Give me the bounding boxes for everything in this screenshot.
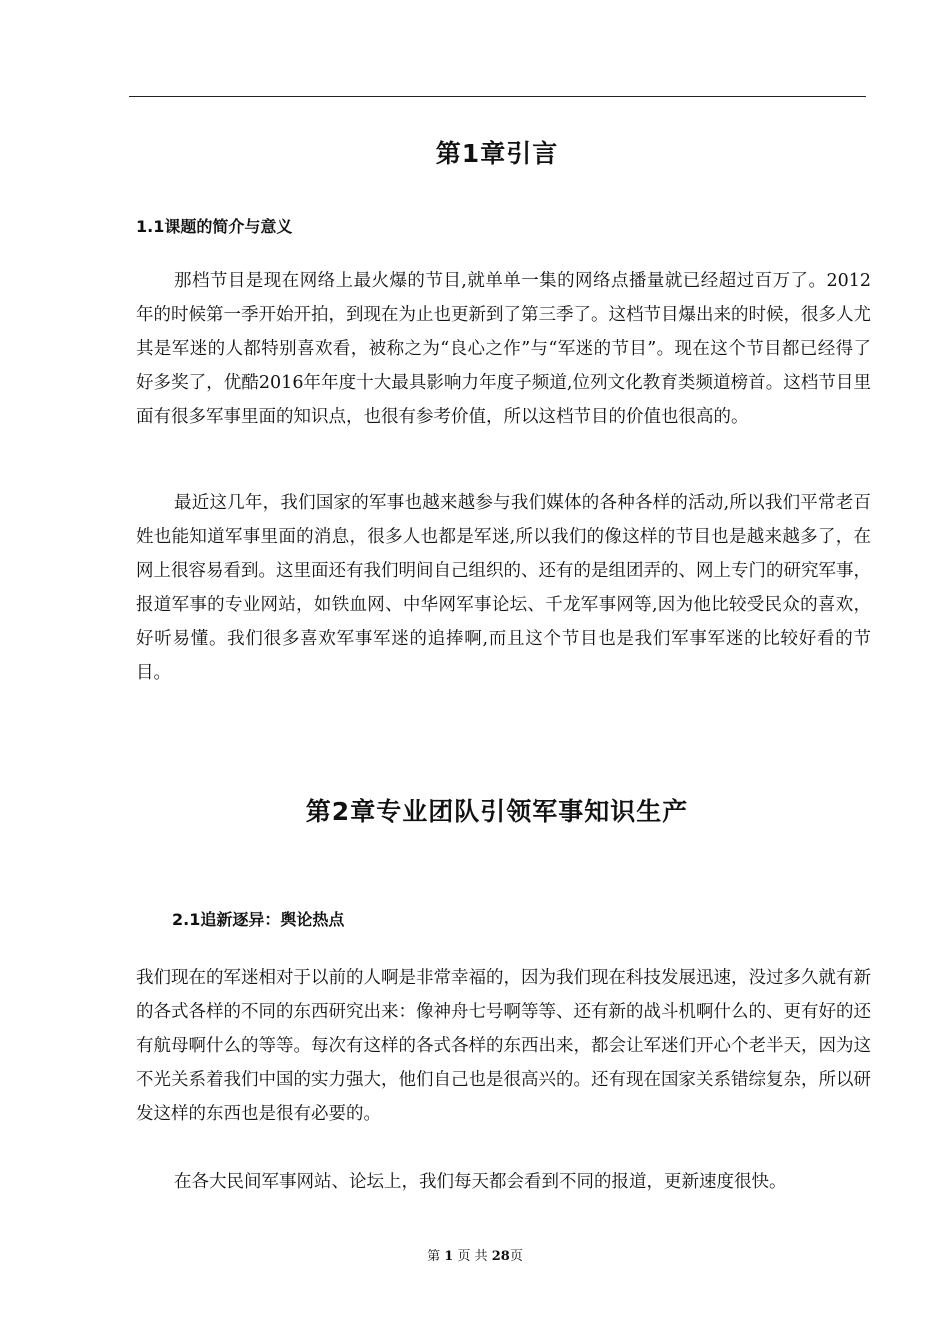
footer-page-number: 1 bbox=[444, 1249, 454, 1264]
chapter-2-paragraph-2: 在各大民间军事网站、论坛上，我们每天都会看到不同的报道，更新速度很快。 bbox=[174, 1172, 787, 1192]
section-2-1-title: 2.1追新逐异：舆论热点 bbox=[172, 910, 345, 929]
footer-total-pages: 28 bbox=[491, 1249, 510, 1264]
chapter-2-title: 第2章专业团队引领军事知识生产 bbox=[305, 797, 689, 826]
header-rule bbox=[129, 96, 866, 97]
footer-page-suffix: 页 bbox=[509, 1249, 523, 1264]
footer-page-label: 第 bbox=[427, 1249, 441, 1264]
section-1-1-title: 1.1课题的简介与意义 bbox=[136, 217, 293, 236]
footer-page-mid: 页 共 bbox=[457, 1249, 488, 1264]
page-footer bbox=[0, 1245, 950, 1264]
chapter-1-title: 第1章引言 bbox=[435, 139, 559, 168]
chapter-2-paragraph-1: 我们现在的军迷相对于以前的人啊是非常幸福的，因为我们现在科技发展迅速，没过多久就有新的各式各样的不同的东西研究出来：像神舟七号啊等等、还有新的战斗机啊什么的、更有好的还有航母啊什么的等等。每次有这样的各式各样的东西出来，都会让军迷们开心个老半天，因为这不光关系着我们中国的实力强大，他们自己也是很高兴的。还有现在国家关系错综复杂，所以研发这样的东西也是很有必要的。 bbox=[136, 968, 871, 1124]
chapter-1-paragraph-1: 那档节目是现在网络上最火爆的节目,就单单一集的网络点播量就已经超过百万了。2012年的时候第一季开始开拍，到现在为止也更新到了第三季了。这档节目爆出来的时候，很多人尤其是军迷的人都特别喜欢看，被称之为“良心之作”与“军迷的节目”。现在这个节目都已经得了好多奖了，优酷2016年年度十大最具影响力年度子频道,位列文化教育类频道榜首。这档节目里面有很多军事里面的知识点，也很有参考价值，所以这档节目的价值也很高的。 bbox=[136, 271, 871, 427]
chapter-1-paragraph-2: 最近这几年，我们国家的军事也越来越参与我们媒体的各种各样的活动,所以我们平常老百姓也能知道军事里面的消息，很多人也都是军迷,所以我们的像这样的节目也是越来越多了，在网上很容易看到。这里面还有我们明间自己组织的、还有的是组团弄的、网上专门的研究军事，报道军事的专业网站，如铁血网、中华网军事论坛、千龙军事网等,因为他比较受民众的喜欢，好听易懂。我们很多喜欢军事军迷的追捧啊,而且这个节目也是我们军事军迷的比较好看的节目。 bbox=[136, 493, 871, 683]
